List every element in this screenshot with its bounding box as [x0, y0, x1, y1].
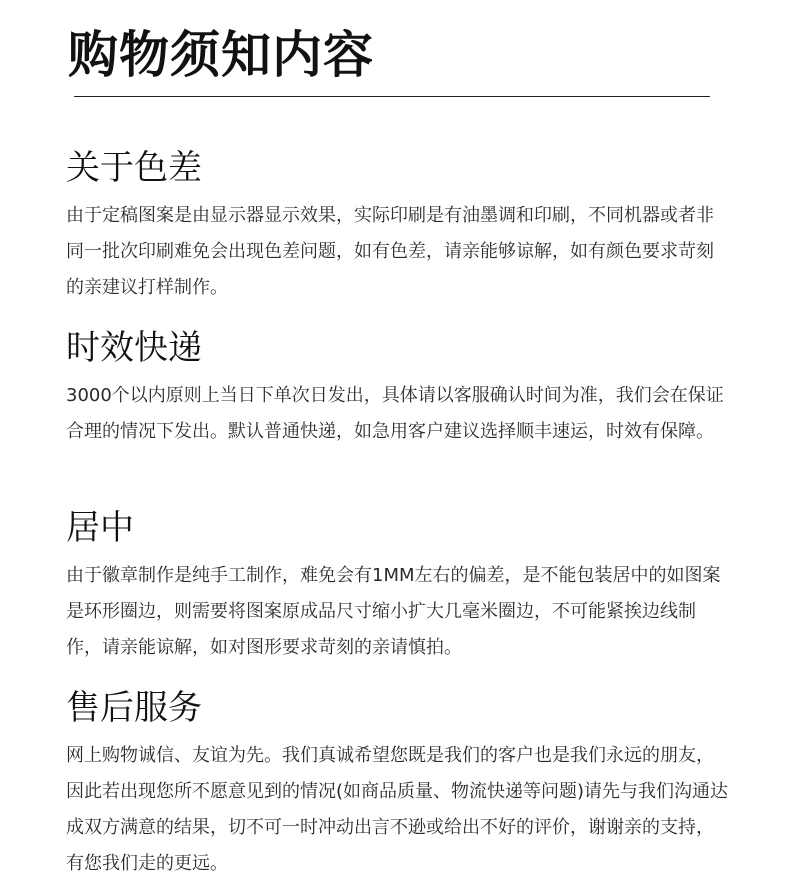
section-body: 由于徽章制作是纯手工制作，难免会有1MM左右的偏差，是不能包装居中的如图案是环形圈边，则需要将图案原成品尺寸缩小扩大几毫米圈边，不可能紧挨边线制作，请亲能谅解，如对图形要求苛刻的亲请慎拍。 — [66, 565, 721, 658]
section-heading: 售后服务 — [66, 688, 202, 728]
section-shipping-time — [66, 326, 738, 450]
section-after-sales — [66, 686, 738, 882]
title-divider — [74, 96, 710, 97]
section-heading: 关于色差 — [66, 148, 202, 188]
section-color-difference — [66, 146, 738, 306]
section-body: 3000个以内原则上当日下单次日发出，具体请以客服确认时间为准，我们会在保证合理的情况下发出。默认普通快递，如急用客户建议选择顺丰速运，时效有保障。 — [66, 385, 724, 442]
section-body: 网上购物诚信、友谊为先。我们真诚希望您既是我们的客户也是我们永远的朋友，因此若出现您所不愿意见到的情况(如商品质量、物流快递等问题)请先与我们沟通达成双方满意的结果，切不可一时冲动出言不逊或给出不好的评价，谢谢亲的支持，有您我们走的更远。 — [66, 745, 729, 874]
section-heading: 时效快递 — [66, 328, 202, 368]
section-centering — [66, 506, 738, 666]
section-body: 由于定稿图案是由显示器显示效果，实际印刷是有油墨调和印刷，不同机器或者非同一批次印刷难免会出现色差问题，如有色差，请亲能够谅解，如有颜色要求苛刻的亲建议打样制作。 — [66, 205, 714, 298]
page-title: 购物须知内容 — [68, 26, 374, 84]
section-heading: 居中 — [66, 508, 134, 548]
